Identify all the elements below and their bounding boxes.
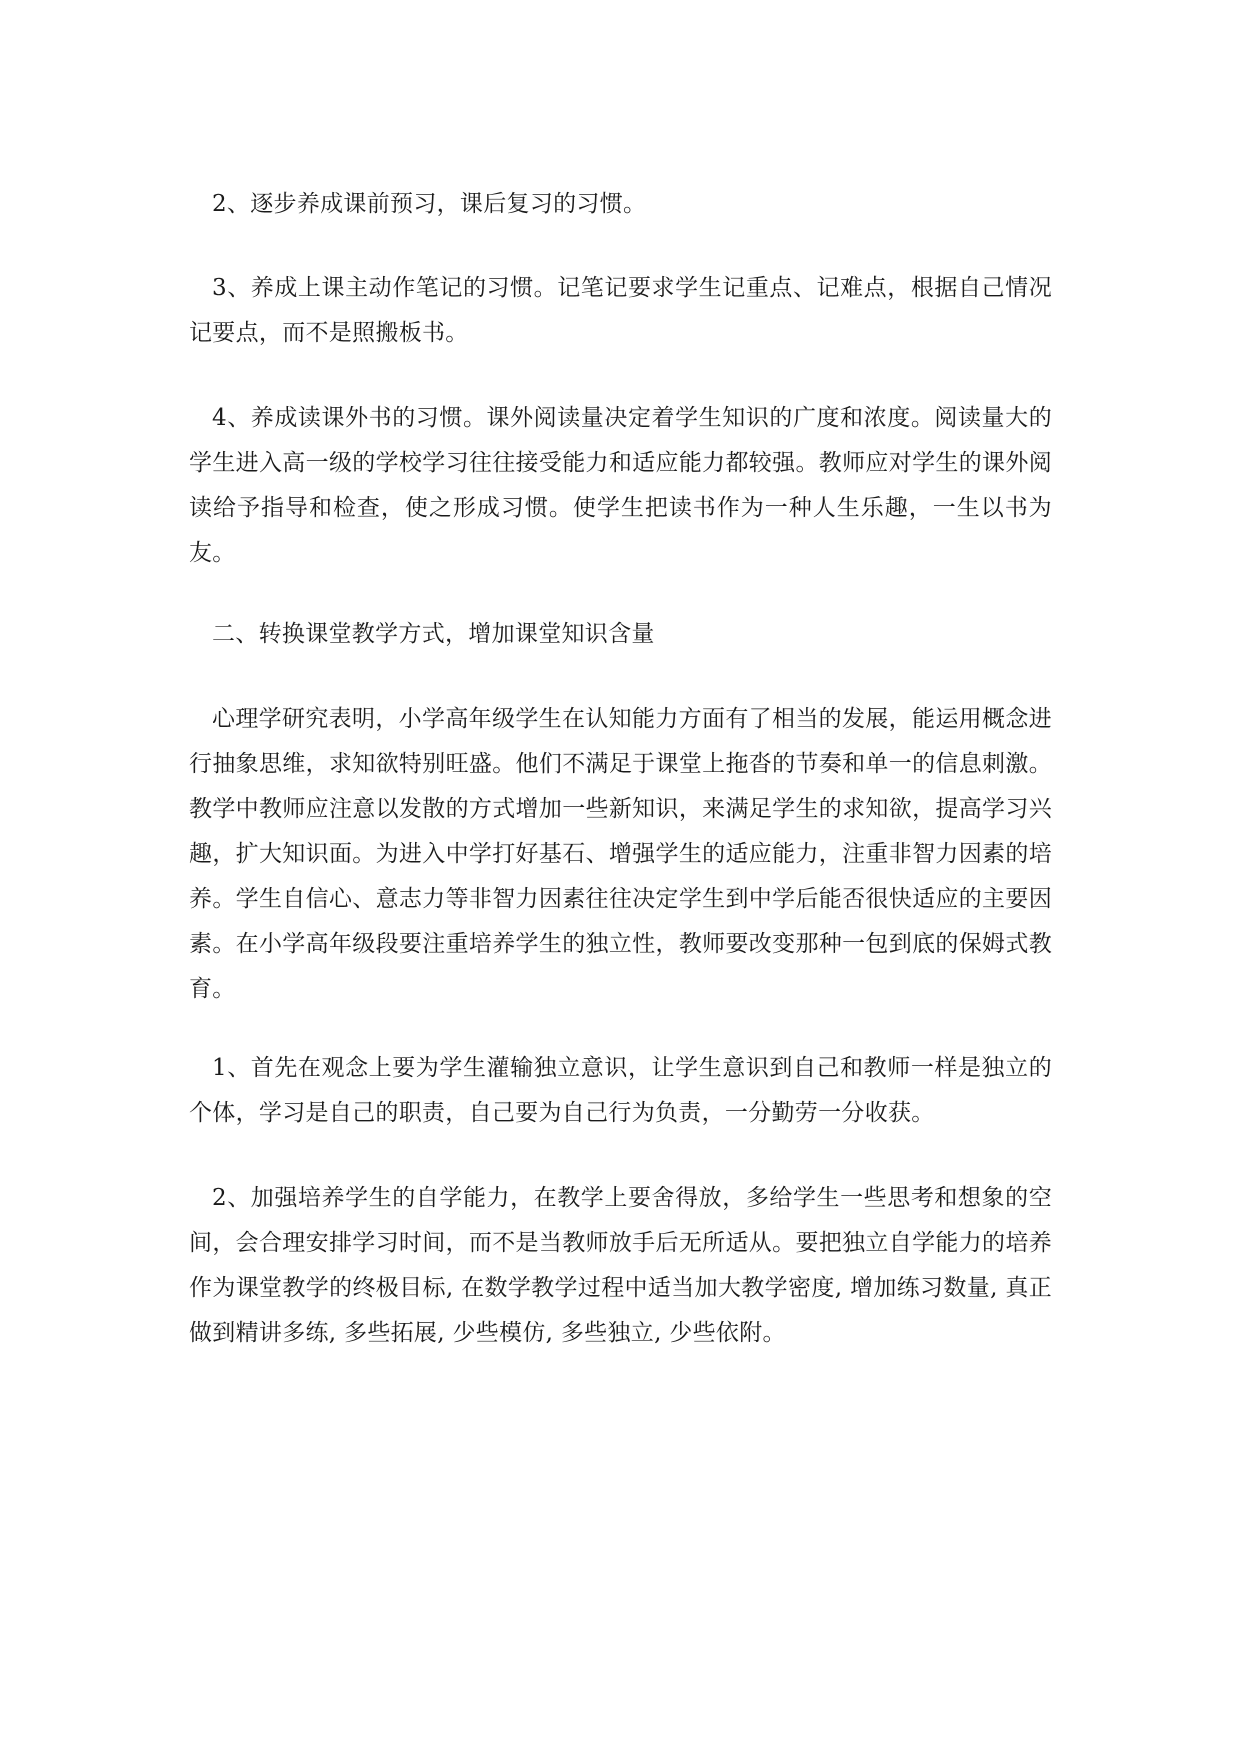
paragraph-habit-extracurricular-reading: 4、养成读课外书的习惯。课外阅读量决定着学生知识的广度和浓度。阅读量大的学生进入高一级的学校学习往往接受能力和适应能力都较强。教师应对学生的课外阅读给予指导和检查，使之形成习惯。使学生把读书作为一种人生乐趣，一生以书为友。: [189, 405, 1052, 566]
paragraph-psychology-research: 心理学研究表明，小学高年级学生在认知能力方面有了相当的发展，能运用概念进行抽象思维，求知欲特别旺盛。他们不满足于课堂上拖沓的节奏和单一的信息刺激。教学中教师应注意以发散的方式增加一些新知识，来满足学生的求知欲，提高学习兴趣，扩大知识面。为进入中学打好基石、增强学生的适应能力，注重非智力因素的培养。学生自信心、意志力等非智力因素往往决定学生到中学后能否很快适应的主要因素。在小学高年级段要注重培养学生的独立性，教师要改变那种一包到底的保姆式教育。: [189, 706, 1052, 1002]
section-heading-classroom-teaching: 二、转换课堂教学方式，增加课堂知识含量: [212, 621, 655, 647]
paragraph-habit-note-taking: 3、养成上课主动作笔记的习惯。记笔记要求学生记重点、记难点，根据自己情况记要点，而不是照搬板书。: [189, 275, 1052, 346]
paragraph-habit-preview-review: 2、逐步养成课前预习，课后复习的习惯。: [212, 191, 647, 217]
paragraph-self-study-ability: 2、加强培养学生的自学能力，在教学上要舍得放，多给学生一些思考和想象的空间，会合理安排学习时间，而不是当教师放手后无所适从。要把独立自学能力的培养作为课堂教学的终极目标, 在数学教学过程中适当加大教学密度, 增加练习数量, 真正做到精讲多练, 多些拓展, 少些模仿, 多些独立, 少些依附。: [189, 1185, 1052, 1346]
document-page: [189, 0, 1052, 1754]
paragraph-independence-awareness: 1、首先在观念上要为学生灌输独立意识，让学生意识到自己和教师一样是独立的个体，学习是自己的职责，自己要为自己行为负责，一分勤劳一分收获。: [189, 1055, 1052, 1126]
